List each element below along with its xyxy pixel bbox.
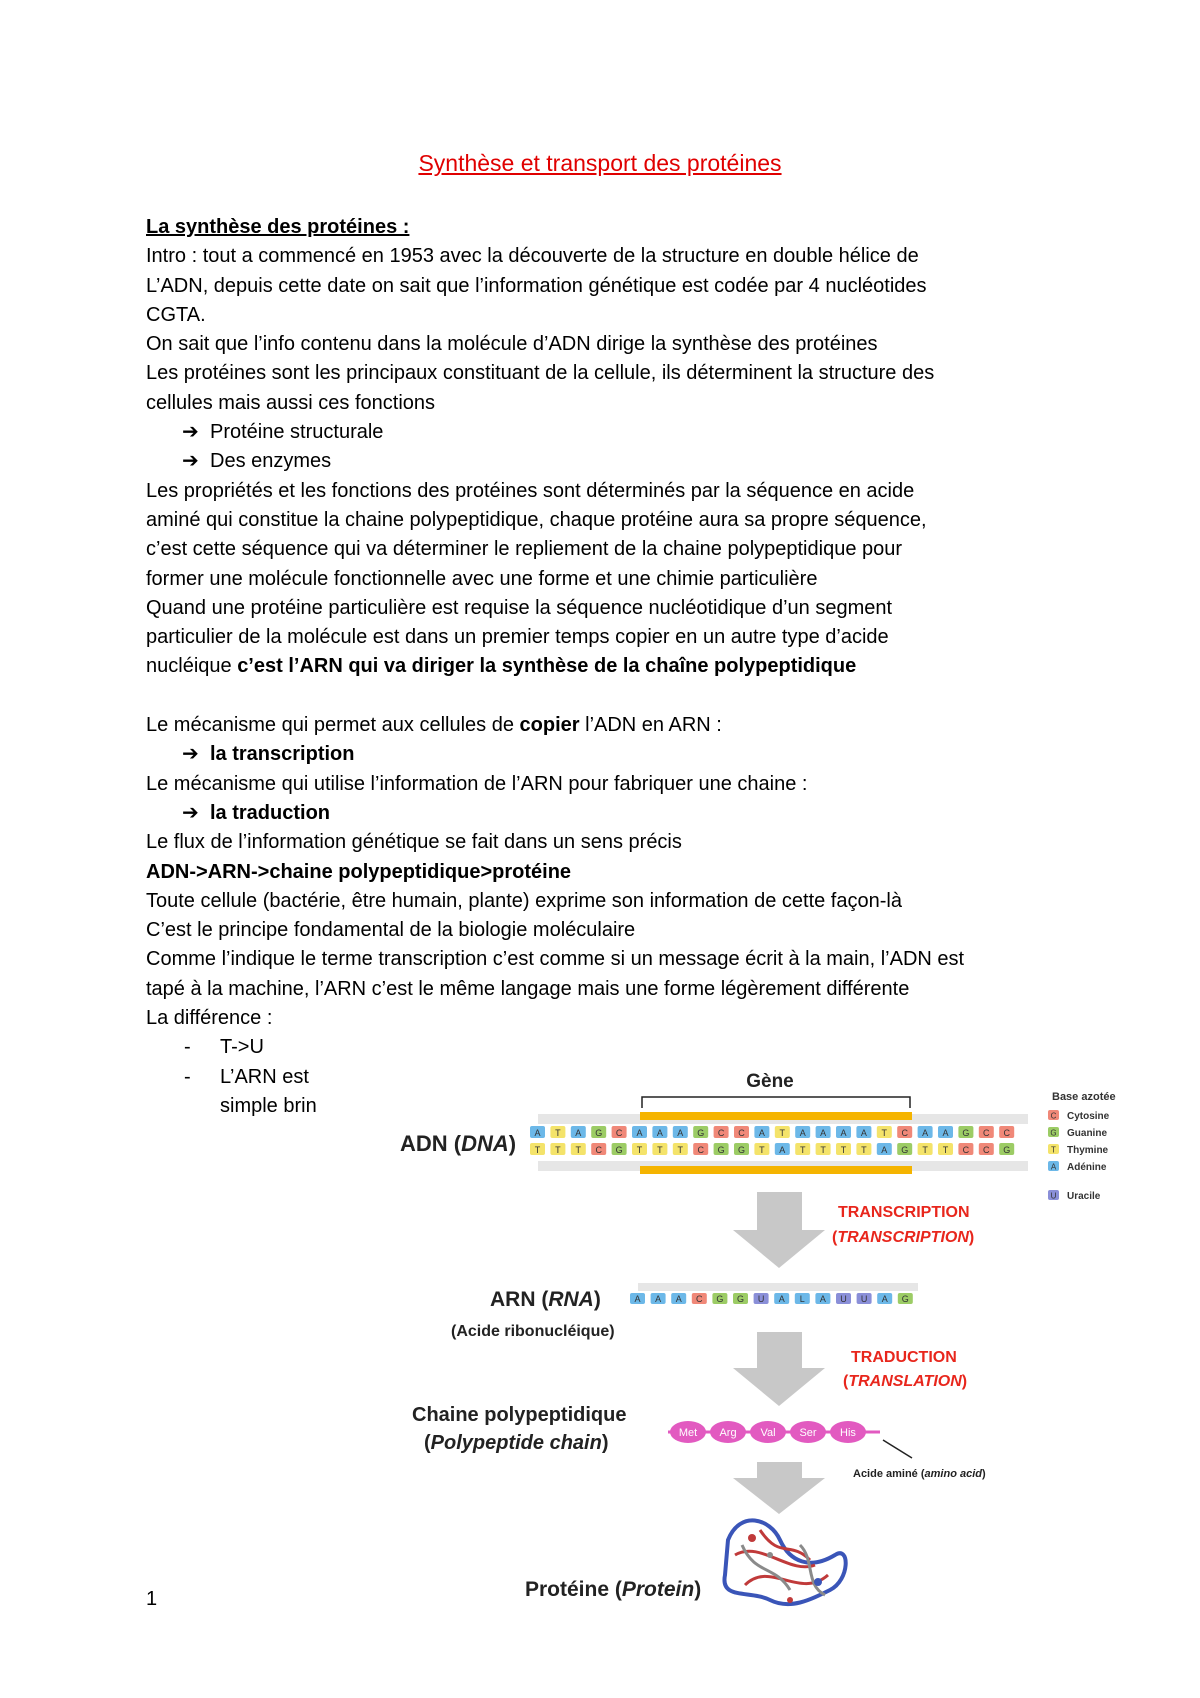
nucleotide-letter: A bbox=[942, 1128, 949, 1138]
gene-bracket bbox=[642, 1097, 910, 1108]
transcription-label: TRANSCRIPTION bbox=[838, 1204, 970, 1221]
chain-label-en: (Polypeptide chain) bbox=[424, 1432, 609, 1454]
nucleotide-letter: C bbox=[696, 1294, 703, 1304]
nucleotide-letter: T bbox=[759, 1145, 765, 1155]
legend-label: Cytosine bbox=[1067, 1111, 1110, 1122]
nucleotide-letter: A bbox=[534, 1128, 541, 1138]
nucleotide-letter: T bbox=[657, 1145, 663, 1155]
nucleotide-letter: G bbox=[1003, 1145, 1011, 1155]
text-span: nucléique bbox=[146, 655, 238, 678]
paragraph-line: La différence : bbox=[146, 1007, 273, 1030]
nucleotide-letter: U bbox=[757, 1294, 765, 1304]
rna-strand bbox=[638, 1283, 918, 1291]
paragraph-line: Le flux de l’information génétique se fait dans un sens précis bbox=[146, 831, 682, 854]
legend-letter: G bbox=[1050, 1128, 1057, 1138]
gene-label: Gène bbox=[746, 1071, 794, 1092]
nucleotide-letter: T bbox=[820, 1145, 826, 1155]
legend-letter: T bbox=[1051, 1145, 1056, 1155]
arrow-icon: ➔ bbox=[182, 801, 199, 824]
paragraph-line: former une molécule fonctionnelle avec une forme et une chimie particulière bbox=[146, 567, 818, 590]
dash-text: T->U bbox=[220, 1036, 264, 1059]
nucleotide-letter: G bbox=[901, 1145, 909, 1155]
translation-label: (TRANSLATION) bbox=[843, 1373, 968, 1390]
nucleotide-letter: A bbox=[799, 1128, 806, 1138]
nucleotide-letter: A bbox=[881, 1145, 888, 1155]
paragraph-line: ADN->ARN->chaine polypeptidique>protéine bbox=[146, 860, 572, 883]
chain-label: Chaine polypeptidique bbox=[412, 1404, 627, 1426]
rna-bases bbox=[630, 1293, 913, 1304]
nucleotide-letter: C bbox=[983, 1128, 990, 1138]
paragraph-line: Toute cellule (bactérie, être humain, plante) exprime son information de cette façon-là bbox=[146, 889, 902, 912]
nucleotide-letter: T bbox=[922, 1145, 928, 1155]
paragraph-line: CGTA. bbox=[146, 303, 206, 326]
nucleotide-letter: T bbox=[779, 1128, 786, 1138]
nucleotide-letter: A bbox=[634, 1294, 641, 1304]
gene-highlight-bottom bbox=[640, 1166, 912, 1174]
nucleotide-letter: T bbox=[636, 1145, 643, 1155]
nucleotide-letter: A bbox=[677, 1128, 684, 1138]
dash-text: simple brin bbox=[220, 1094, 317, 1117]
nucleotide-letter: T bbox=[799, 1145, 806, 1155]
dna-bottom-bases bbox=[530, 1143, 1014, 1155]
nucleotide-letter: T bbox=[881, 1128, 888, 1138]
bold-text: c’est l’ARN qui va diriger la synthèse de la chaîne polypeptidique bbox=[237, 655, 857, 678]
nucleotide-letter: G bbox=[737, 1145, 746, 1155]
nucleotide-letter: G bbox=[736, 1294, 745, 1304]
amino-acid-label: Met bbox=[678, 1427, 698, 1439]
paragraph-line: tapé à la machine, l’ARN c’est le même langage mais une forme légèrement différente bbox=[146, 977, 910, 1000]
nucleotide-letter: A bbox=[778, 1294, 785, 1304]
nucleotide-letter: T bbox=[575, 1145, 582, 1155]
bullet-text: Des enzymes bbox=[210, 450, 332, 473]
page-title: Synthèse et transport des protéines bbox=[418, 150, 782, 176]
dash-bullet: - bbox=[184, 1065, 191, 1088]
paragraph-line: On sait que l’info contenu dans la molécule d’ADN dirige la synthèse des protéines bbox=[146, 333, 878, 356]
protein-label: Protéine (Protein) bbox=[525, 1578, 702, 1601]
amino-pointer bbox=[883, 1440, 912, 1458]
nucleotide-letter: A bbox=[922, 1128, 929, 1138]
nucleotide-letter: C bbox=[901, 1128, 908, 1138]
page-number: 1 bbox=[146, 1588, 158, 1610]
nucleotide-letter: A bbox=[655, 1294, 662, 1304]
paragraph-line: Le mécanisme qui utilise l’information de l’ARN pour fabriquer une chaine : bbox=[146, 772, 808, 795]
nucleotide-letter: U bbox=[860, 1294, 868, 1304]
transcription-en-label: (TRANSCRIPTION) bbox=[832, 1229, 975, 1246]
paragraph-line: C’est le principe fondamental de la biologie moléculaire bbox=[146, 919, 636, 942]
paragraph-line: Les protéines sont les principaux constituant de la cellule, ils déterminent la structure des bbox=[146, 362, 935, 385]
section-heading: La synthèse des protéines : bbox=[146, 216, 410, 238]
paragraph-line: particulier de la molécule est dans un premier temps copier en un autre type d’acide bbox=[146, 626, 889, 649]
bullet-text: la traduction bbox=[210, 801, 331, 824]
down-arrow bbox=[733, 1462, 825, 1514]
arrow-icon: ➔ bbox=[182, 450, 199, 473]
nucleotide-letter: G bbox=[716, 1294, 724, 1304]
nucleotide-letter: T bbox=[534, 1145, 541, 1155]
amino-acid-label: His bbox=[840, 1427, 856, 1439]
amino-acid-label: Arg bbox=[719, 1427, 737, 1439]
arn-label: ARN (RNA) bbox=[490, 1288, 601, 1311]
paragraph-line: Quand une protéine particulière est requise la séquence nucléotidique d’un segment bbox=[146, 596, 893, 619]
nucleotide-letter: T bbox=[861, 1145, 867, 1155]
nucleotide-letter: C bbox=[1003, 1128, 1010, 1138]
bullet-text: la transcription bbox=[210, 743, 355, 766]
nucleotide-letter: C bbox=[962, 1145, 970, 1155]
nucleotide-letter: U bbox=[840, 1294, 847, 1304]
nucleotide-letter: G bbox=[717, 1145, 725, 1155]
text-span: Le mécanisme qui permet aux cellules de bbox=[146, 714, 520, 737]
base-legend bbox=[1048, 1110, 1110, 1202]
arrow-icon: ➔ bbox=[182, 743, 199, 766]
nucleotide-letter: T bbox=[677, 1145, 684, 1155]
traduction-label: TRADUCTION bbox=[851, 1349, 957, 1366]
nucleotide-letter: A bbox=[860, 1128, 867, 1138]
nucleotide-letter: A bbox=[656, 1128, 663, 1138]
legend-letter: C bbox=[1050, 1111, 1057, 1121]
protein-structure-icon bbox=[724, 1520, 845, 1604]
arrow-icon: ➔ bbox=[182, 421, 199, 444]
amino-acid-label: Ser bbox=[799, 1427, 817, 1439]
nucleotide-letter: C bbox=[615, 1128, 623, 1138]
legend-title: Base azotée bbox=[1052, 1091, 1116, 1103]
nucleotide-letter: A bbox=[881, 1294, 888, 1304]
nucleotide-letter: A bbox=[575, 1128, 582, 1138]
paragraph-line: Intro : tout a commencé en 1953 avec la découverte de la structure en double hélice de bbox=[146, 245, 919, 268]
nucleotide-letter: C bbox=[717, 1128, 725, 1138]
nucleotide-letter: T bbox=[942, 1145, 949, 1155]
nucleotide-letter: T bbox=[840, 1145, 847, 1155]
paragraph-line: Comme l’indique le terme transcription c’est comme si un message écrit à la main, l’ADN est bbox=[146, 948, 965, 971]
amino-acid-label: Val bbox=[760, 1427, 776, 1439]
bullet-text: Protéine structurale bbox=[210, 421, 384, 444]
nucleotide-letter: G bbox=[901, 1294, 909, 1304]
legend-letter: A bbox=[1050, 1162, 1057, 1172]
legend-label: Uracile bbox=[1067, 1191, 1101, 1202]
nucleotide-letter: G bbox=[697, 1128, 705, 1138]
paragraph-line: aminé qui constitue la chaine polypeptidique, chaque protéine aura sa propre séquence, bbox=[146, 508, 927, 531]
nucleotide-letter: T bbox=[555, 1128, 561, 1138]
legend-label: Guanine bbox=[1067, 1128, 1108, 1139]
paragraph-line: cellules mais aussi ces fonctions bbox=[146, 391, 436, 414]
legend-label: Thymine bbox=[1067, 1145, 1109, 1156]
nucleotide-letter: C bbox=[738, 1128, 745, 1138]
down-arrow bbox=[733, 1192, 825, 1268]
adn-label: ADN (DNA) bbox=[400, 1131, 517, 1156]
nucleotide-letter: G bbox=[615, 1145, 623, 1155]
nucleotide-letter: A bbox=[675, 1294, 682, 1304]
nucleotide-letter: A bbox=[820, 1128, 827, 1138]
nucleotide-letter: T bbox=[555, 1145, 561, 1155]
nucleotide-letter: L bbox=[799, 1294, 805, 1304]
legend-label: Adénine bbox=[1067, 1162, 1107, 1173]
nucleotide-letter: A bbox=[819, 1294, 826, 1304]
dash-text: L’ARN est bbox=[220, 1065, 309, 1088]
gene-highlight-top bbox=[640, 1112, 912, 1120]
nucleotide-letter: G bbox=[962, 1128, 970, 1138]
legend-letter: U bbox=[1050, 1191, 1057, 1201]
dash-bullet: - bbox=[184, 1036, 191, 1059]
paragraph-line: L’ADN, depuis cette date on sait que l’information génétique est codée par 4 nucléotides bbox=[146, 274, 927, 297]
nucleotide-letter: C bbox=[595, 1145, 602, 1155]
nucleotide-letter: A bbox=[779, 1145, 786, 1155]
nucleotide-letter: A bbox=[840, 1128, 847, 1138]
text-span: l’ADN en ARN : bbox=[579, 714, 722, 737]
nucleotide-letter: C bbox=[983, 1145, 990, 1155]
nucleotide-letter: A bbox=[636, 1128, 643, 1138]
bold-text: copier bbox=[519, 714, 580, 737]
nucleotide-letter: G bbox=[595, 1128, 603, 1138]
arn-subtitle: (Acide ribonucléique) bbox=[451, 1323, 615, 1340]
dna-top-bases bbox=[530, 1126, 1014, 1138]
amino-label: Acide aminé (amino acid) bbox=[853, 1468, 986, 1480]
nucleotide-letter: A bbox=[758, 1128, 765, 1138]
down-arrow bbox=[733, 1332, 825, 1406]
nucleotide-letter: C bbox=[697, 1145, 704, 1155]
amino-acids bbox=[670, 1421, 866, 1443]
paragraph-line: c’est cette séquence qui va déterminer le repliement de la chaine polypeptidique pour bbox=[146, 538, 903, 561]
paragraph-line: Les propriétés et les fonctions des protéines sont déterminés par la séquence en acide bbox=[146, 479, 915, 502]
